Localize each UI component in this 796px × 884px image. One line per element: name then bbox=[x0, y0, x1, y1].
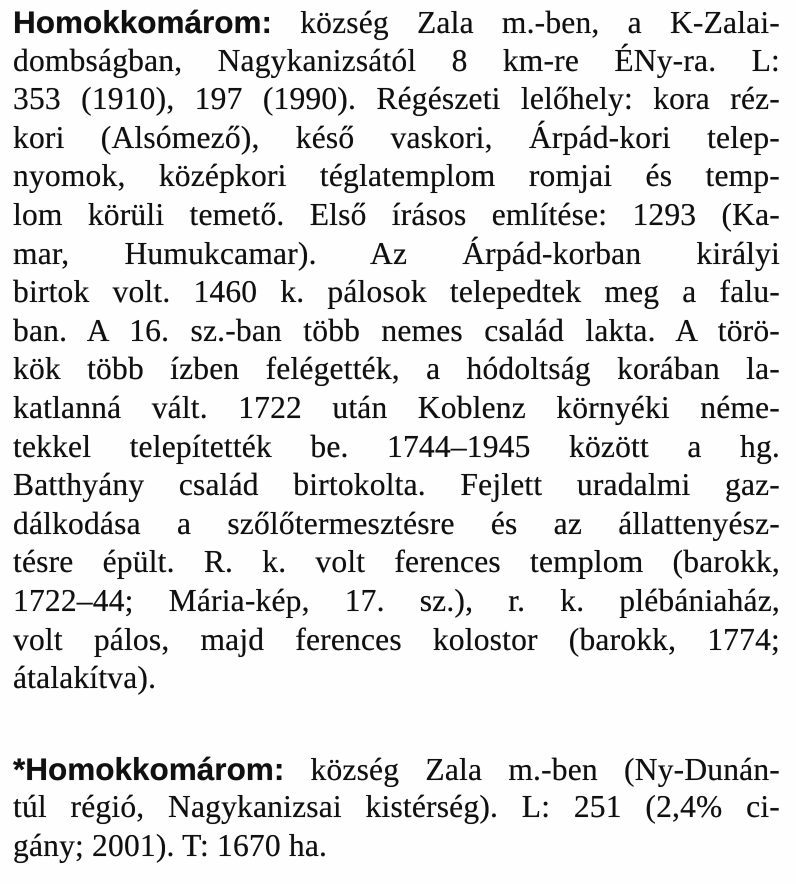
text-line-last: átalakítva). bbox=[13, 660, 157, 696]
text-line-first bbox=[13, 3, 780, 42]
entry-headword: Homokkomárom: bbox=[13, 4, 273, 40]
text-line-first bbox=[13, 750, 780, 789]
text-line: ban. A 16. sz.-ban több nemes család lakta. A törö- bbox=[13, 312, 780, 348]
entry-headword: *Homokkomárom: bbox=[13, 750, 285, 787]
text-line: Batthyány család birtokolta. Fejlett uradalmi gaz- bbox=[13, 467, 780, 503]
entry-first-line-text: község Zala m.-ben (Ny-Dunán- bbox=[310, 751, 781, 787]
text-line: 1722–44; Mária-kép, 17. sz.), r. k. plébániaház, bbox=[13, 582, 780, 618]
text-line: túl régió, Nagykanizsai kistérség). L: 251 (2,4% ci- bbox=[13, 789, 780, 825]
text-line: volt pálos, majd ferences kolostor (barokk, 1774; bbox=[13, 621, 780, 657]
text-line: birtok volt. 1460 k. pálosok telepedtek meg a falu- bbox=[13, 274, 780, 310]
text-line: tésre épült. R. k. volt ferences templom (barokk, bbox=[13, 544, 780, 580]
text-line-last: gány; 2001). T: 1670 ha. bbox=[13, 827, 328, 863]
text-line: kori (Alsómező), késő vaskori, Árpád-kori telep- bbox=[13, 119, 780, 155]
text-line: 353 (1910), 197 (1990). Régészeti lelőhely: kora réz- bbox=[13, 81, 780, 117]
text-line: lom körüli temető. Első írásos említése: 1293 (Ka- bbox=[13, 196, 780, 232]
text-line: nyomok, középkori téglatemplom romjai és temp- bbox=[13, 158, 780, 194]
entry-first-line-text: község Zala m.-ben, a K-Zalai- bbox=[300, 5, 780, 40]
text-line: dálkodása a szőlőtermesztésre és az állattenyész- bbox=[13, 505, 780, 541]
text-line: kök több ízben felégették, a hódoltság korában la- bbox=[13, 351, 780, 387]
entry-homokkomarom bbox=[13, 3, 780, 698]
text-line: tekkel telepítették be. 1744–1945 között a hg. bbox=[13, 428, 780, 464]
text-line: katlanná vált. 1722 után Koblenz környéki néme- bbox=[13, 389, 780, 425]
entry-homokkomarom-2 bbox=[13, 750, 780, 866]
text-line: dombságban, Nagykanizsától 8 km-re ÉNy-ra. L: bbox=[13, 42, 780, 78]
text-line: mar, Humukcamar). Az Árpád-korban királyi bbox=[13, 235, 780, 271]
